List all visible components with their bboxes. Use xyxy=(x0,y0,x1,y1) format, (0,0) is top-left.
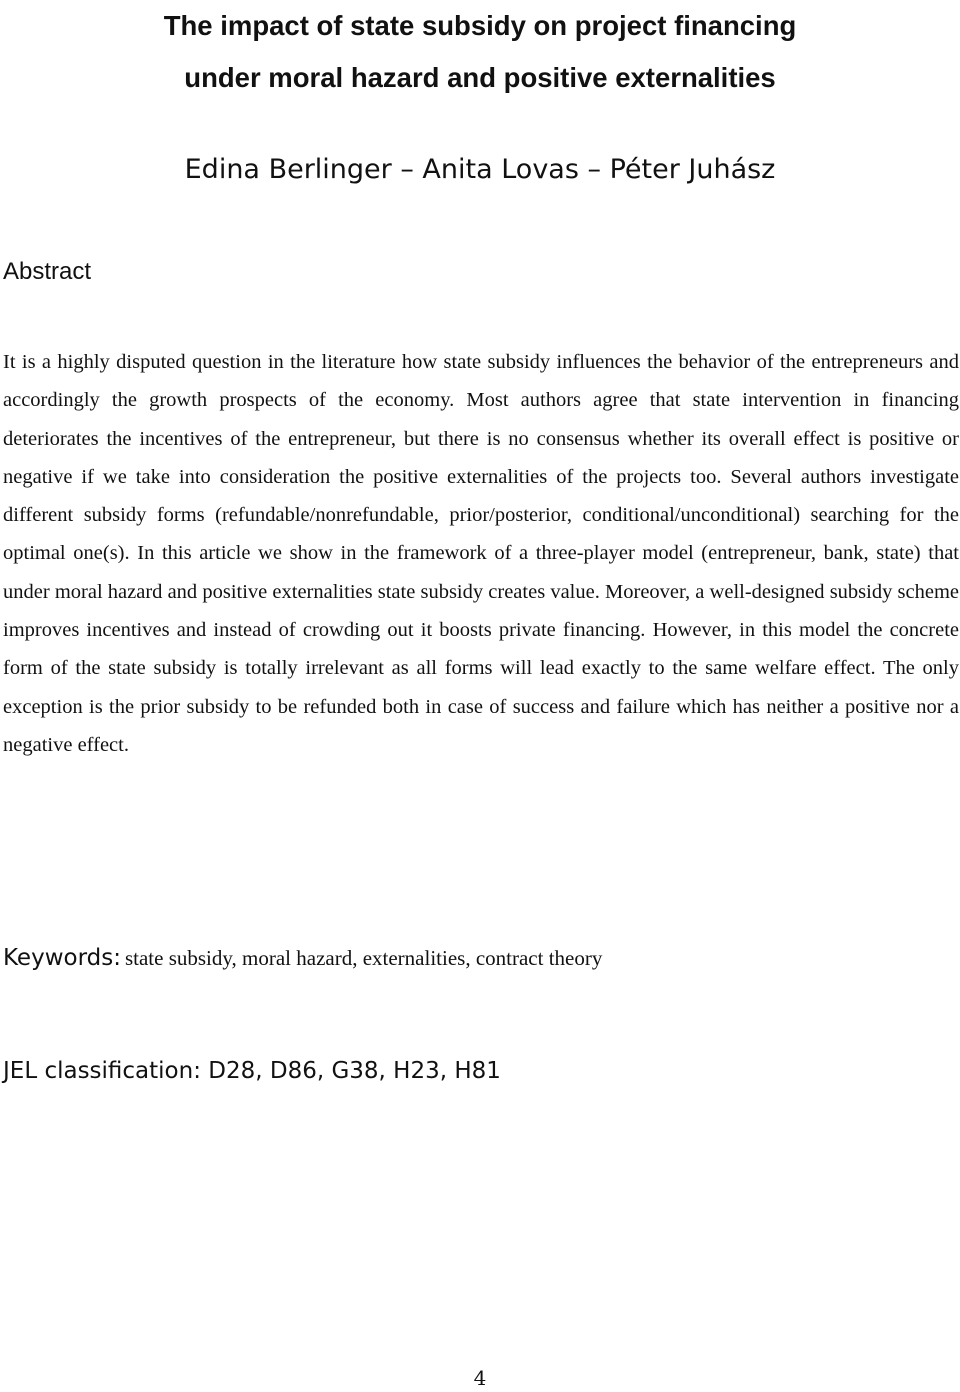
keywords-text: state subsidy, moral hazard, externalities, contract theory xyxy=(124,946,603,970)
abstract-body: It is a highly disputed question in the literature how state subsidy influences the behavior of the entrepreneurs and accordingly the growth prospects of the economy. Most authors agree that state intervention in financing deteriorates the incentives of the entrepreneur, but there is no consensus whether its overall effect is positive or negative if we take into consideration the positive externalities of the projects too. Several authors investigate different subsidy forms (refundable/nonrefundable, prior/posterior, conditional/unconditional) searching for the optimal one(s). In this article we show in the framework of a three-player model (entrepreneur, bank, state) that under moral hazard and positive externalities state subsidy creates value. Moreover, a well-designed subsidy scheme improves incentives and instead of crowding out it boosts private financing. However, in this model the concrete form of the state subsidy is totally irrelevant as all forms will lead exactly to the same welfare effect. The only exception is the prior subsidy to be refunded both in case of success and failure which has neither a positive nor a negative effect. xyxy=(3,351,959,756)
title-line-2: under moral hazard and positive externalities xyxy=(184,62,776,93)
page-number: 4 xyxy=(473,1366,487,1390)
keywords-label: Keywords: xyxy=(3,945,121,971)
abstract-heading: Abstract xyxy=(3,258,92,285)
title-line-1: The impact of state subsidy on project financing xyxy=(163,10,797,41)
paper-title xyxy=(0,0,960,104)
author-list: Edina Berlinger – Anita Lovas – Péter Juhász xyxy=(184,154,776,185)
jel-classification: JEL classification: D28, D86, G38, H23, H81 xyxy=(3,1058,501,1084)
keywords-line xyxy=(3,938,953,981)
